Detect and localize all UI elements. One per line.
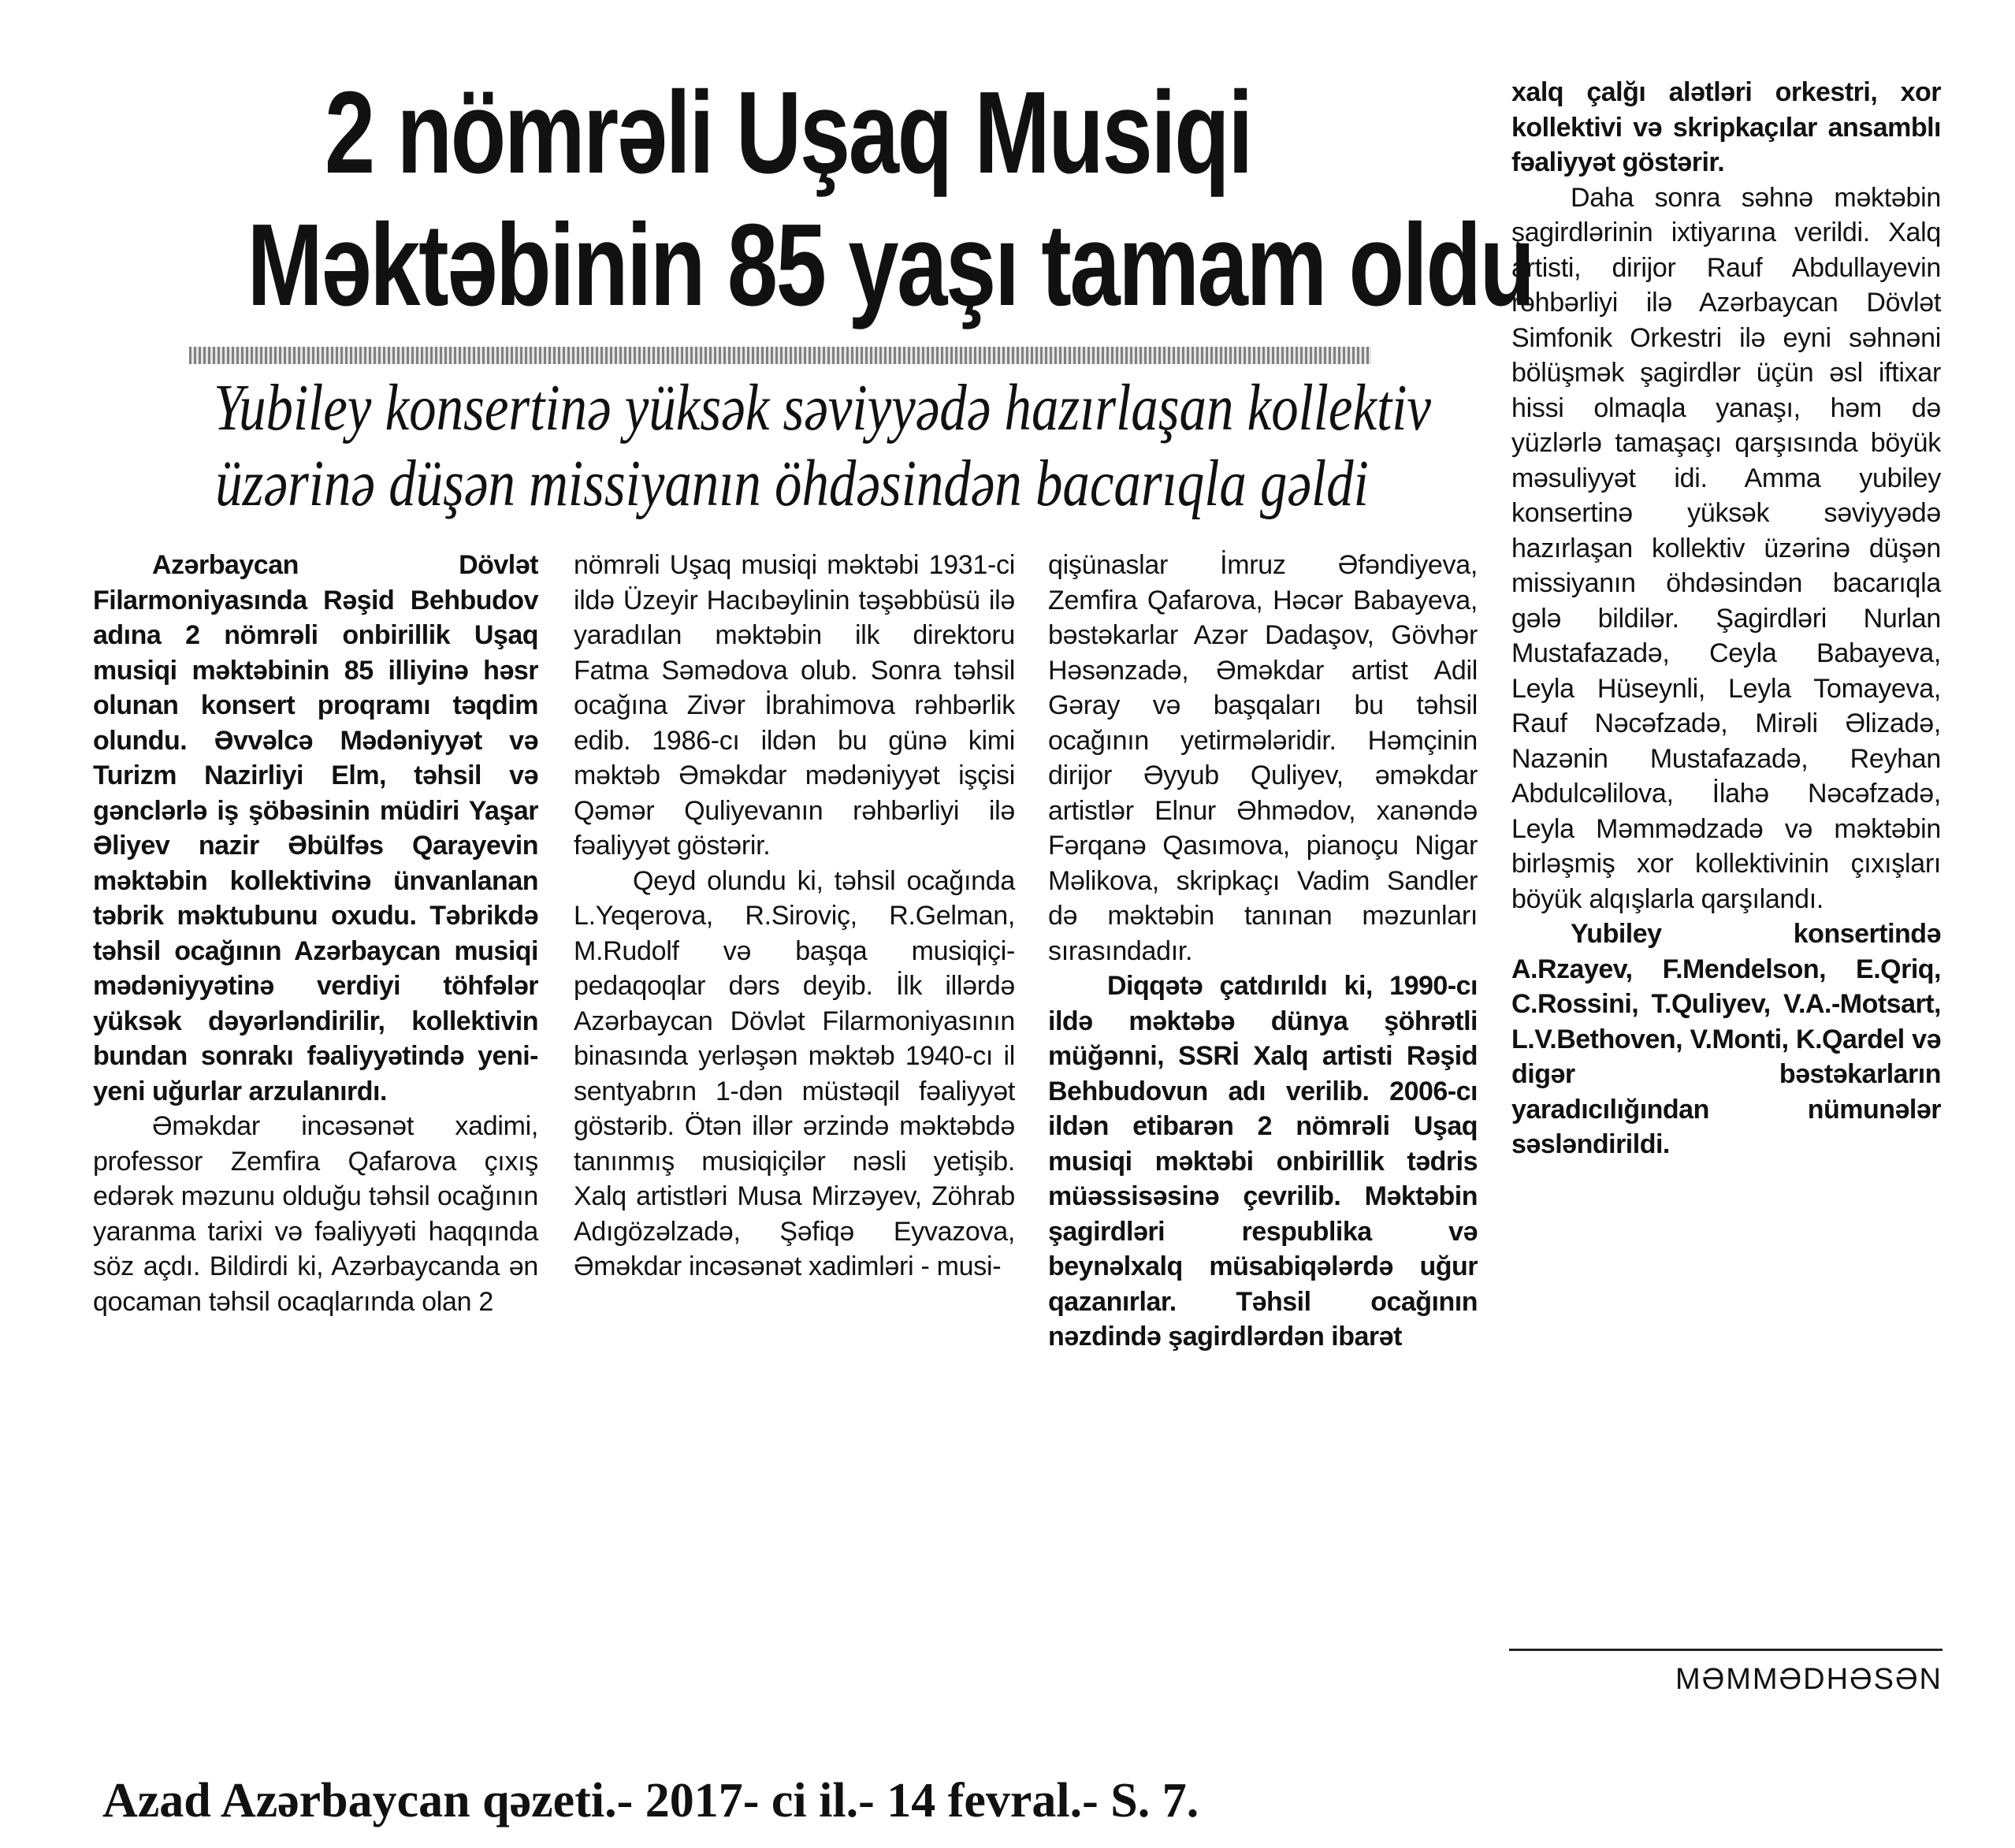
headline-line-2: Məktəbinin 85 yaşı tamam oldu <box>247 200 1534 330</box>
subheadline-line-1: Yubiley konsertinə yüksək səviyyədə hazırlaşan kollektiv <box>214 371 1431 444</box>
paragraph: Daha sonra səhnə məktəbin şagirdlərinin ixtiyarına verildi. Xalq artisti, dirijor Rauf Abdullayevin rəhbərliyi ilə Azərbaycan Dövlət Simfonik Orkestri ilə eyni səhnəni bölüşmək şagirdlər üçün əsl iftixar hissi olmaqla yanaşı, həm də yüzlərlə tamaşaçı qarşısında böyük məsuliyyət idi. Amma yubiley konsertinə yüksək səviyyədə hazırlaşan kollektiv üzərinə düşən missiyanın öhdəsindən bacarıqla gələ bildilər. Şagirdləri Nurlan Mustafazadə, Ceyla Babayeva, Leyla Hüseynli, Leyla Tomayeva, Rauf Nəcəfzadə, Mirəli Əlizadə, Nazənin Mustafazadə, Reyhan Abdulcəlilova, İlahə Nəcəfzadə, Leyla Məmmədzadə və məktəbin birləşmiş xor kollektivinin çıxışları böyük alqışlarla qarşılandı. <box>1511 182 1941 914</box>
subheadline-line-2: üzərinə düşən missiyanın öhdəsindən bacarıqla gəldi <box>215 447 1369 520</box>
headline-line-1: 2 nömrəli Uşaq Musiqi <box>324 68 1252 198</box>
lead-paragraph: Azərbaycan Dövlət Filarmoniyasında Rəşid Behbudov adına 2 nömrəli onbirillik Uşaq musiqi məktəbinin 85 illiyinə həsr olunan konsert proqramı təqdim olundu. Əvvəlcə Mədəniyyət və Turizm Nazirliyi Elm, təhsil və gənclərlə iş şöbəsinin müdiri Yaşar Əliyev nazir Əbülfəs Qarayevin məktəbin kollektivinə ünvanlanan təbrik məktubunu oxudu. Təbrikdə təhsil ocağının Azərbaycan musiqi mədəniyyətinə verdiyi töhfələr yüksək dəyərləndirilir, kollektivin bundan sonrakı fəaliyyətində yeni-yeni uğurlar arzulanırdı. <box>93 550 538 1106</box>
article-column-4 <box>1511 75 1941 1162</box>
bold-paragraph: xalq çalğı alətləri orkestri, xor kollektivi və skripkaçılar ansamblı fəaliyyət göstərir. <box>1511 77 1941 177</box>
article-column-3 <box>1048 548 1478 1355</box>
bold-paragraph: Diqqətə çatdırıldı ki, 1990-cı ildə məktəbə dünya şöhrətli müğənni, SSRİ Xalq artisti Rəşid Behbudovun adı verilib. 2006-cı ildən etibarən 2 nömrəli Uşaq musiqi məktəbi onbirillik tədris müəssisəsinə çevrilib. Məktəbin şagirdləri respublika və beynəlxalq müsabiqələrdə uğur qazanırlar. Təhsil ocağının nəzdində şagirdlərdən ibarət <box>1048 971 1478 1352</box>
source-citation: Azad Azərbaycan qəzeti.- 2017- ci il.- 14 fevral.- S. 7. <box>102 1774 1199 1828</box>
author-divider <box>1509 1649 1943 1651</box>
article-subheadline <box>214 370 1431 522</box>
article-headline <box>247 67 1534 332</box>
headline-divider <box>189 347 1371 364</box>
paragraph: Əməkdar incəsənət xadimi, professor Zemfira Qafarova çıxış edərək məzunu olduğu təhsil ocağının yaranma tarixi və fəaliyyəti haqqında söz açdı. Bildirdi ki, Azərbaycanda ən qocaman təhsil ocaqlarında olan 2 <box>93 1111 538 1317</box>
author-byline: MƏMMƏDHƏSƏN <box>1675 1663 1943 1696</box>
paragraph: qişünaslar İmruz Əfəndiyeva, Zemfira Qafarova, Həcər Babayeva, bəstəkarlar Azər Dadaşov, Gövhər Həsənzadə, Əməkdar artist Adil Gəray və başqaları bu təhsil ocağının yetirmələridir. Həmçinin dirijor Əyyub Quliyev, əməkdar artistlər Elnur Əhmədov, xanəndə Fərqanə Qasımova, pianoçu Nigar Məlikova, skripkaçı Vadim Sandler də məktəbin tanınan məzunları sırasındadır. <box>1048 550 1478 966</box>
bold-paragraph: Yubiley konsertində A.Rzayev, F.Mendelson, E.Qriq, C.Rossini, T.Quliyev, V.A.-Motsart, L.V.Bethoven, V.Monti, K.Qardel və digər bəstəkarların yaradıcılığından nümunələr səsləndirildi. <box>1511 919 1941 1159</box>
article-column-1 <box>93 548 538 1319</box>
paragraph: Qeyd olundu ki, təhsil ocağında L.Yeqerova, R.Siroviç, R.Gelman, M.Rudolf və başqa musiqiçi-pedaqoqlar dərs deyib. İlk illərdə Azərbaycan Dövlət Filarmoniyasının binasında yerləşən məktəb 1940-cı il sentyabrın 1-dən müstəqil fəaliyyət göstərib. Ötən illər ərzində məktəbdə tanınmış musiqiçilər nəsli yetişib. Xalq artistləri Musa Mirzəyev, Zöhrab Adıgözəlzadə, Şəfiqə Eyvazova, Əməkdar incəsənət xadimləri - musi- <box>574 865 1015 1281</box>
paragraph: nömrəli Uşaq musiqi məktəbi 1931-ci ildə Üzeyir Hacıbəylinin təşəbbüsü ilə yaradılan məktəbin ilk direktoru Fatma Səmədova olub. Sonra təhsil ocağına Zivər İbrahimova rəhbərlik edib. 1986-cı ildən bu günə kimi məktəb Əməkdar mədəniyyət işçisi Qəmər Quliyevanın rəhbərliyi ilə fəaliyyət göstərir. <box>574 550 1015 861</box>
article-column-2 <box>574 548 1015 1285</box>
